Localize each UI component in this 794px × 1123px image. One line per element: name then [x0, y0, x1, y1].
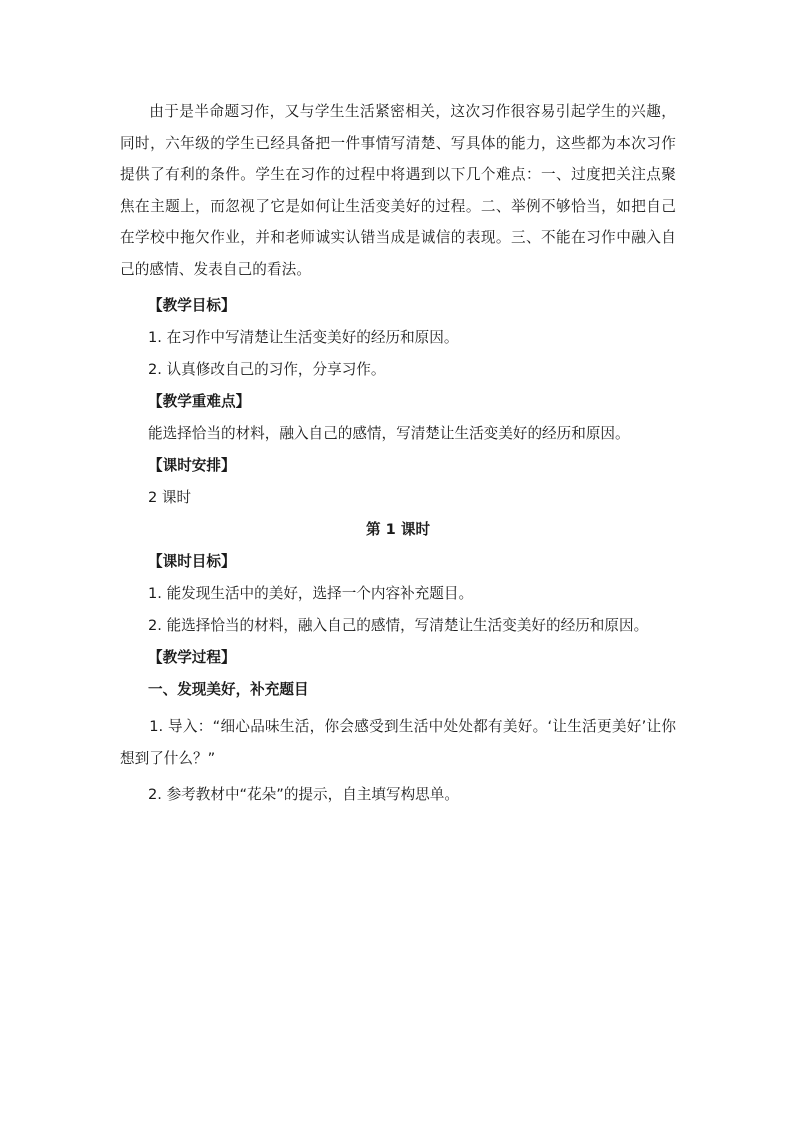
lesson-goals-heading: 【课时目标】: [148, 553, 236, 570]
step-2-text: 2. 参考教材中“花朵”的提示，自主填写构思单。: [148, 786, 459, 803]
lesson-goal-item-1: 1. 能发现生活中的美好，选择一个内容补充题目。: [148, 585, 474, 602]
schedule-heading: 【课时安排】: [148, 457, 236, 474]
teaching-goals-heading: 【教学目标】: [148, 297, 236, 314]
key-points-heading: 【教学重难点】: [148, 393, 251, 410]
teaching-goal-item-2: 2. 认真修改自己的习作，分享习作。: [148, 361, 386, 378]
document-body: [120, 96, 676, 805]
intro-paragraph: 由于是半命题习作，又与学生生活紧密相关，这次习作很容易引起学生的兴趣，同时，六年级的学生已经具备把一件事情写清楚、写具体的能力，这些都为本次习作提供了有利的条件。学生在习作的过程中将遇到以下几个难点：一、过度把关注点聚焦在主题上，而忽视了它是如何让生活变美好的过程。二、举例不够恰当，如把自己在学校中拖欠作业，并和老师诚实认错当成是诚信的表现。三、不能在习作中融入自己的感情、发表自己的看法。: [120, 103, 676, 278]
process-heading: 【教学过程】: [148, 649, 236, 666]
section-heading: 一、发现美好，补充题目: [148, 681, 309, 698]
step-1-text: 1. 导入：“细心品味生活，你会感受到生活中处处都有美好。‘让生活更美好’让你想到了什么？”: [120, 718, 676, 767]
schedule-text: 2 课时: [148, 489, 192, 506]
teaching-goal-item-1: 1. 在习作中写清楚让生活变美好的经历和原因。: [148, 329, 459, 346]
key-points-text: 能选择恰当的材料，融入自己的感情，写清楚让生活变美好的经历和原因。: [148, 425, 630, 442]
lesson-goal-item-2: 2. 能选择恰当的材料，融入自己的感情，写清楚让生活变美好的经历和原因。: [148, 617, 649, 634]
lesson-title: 第 1 课时: [365, 521, 431, 538]
